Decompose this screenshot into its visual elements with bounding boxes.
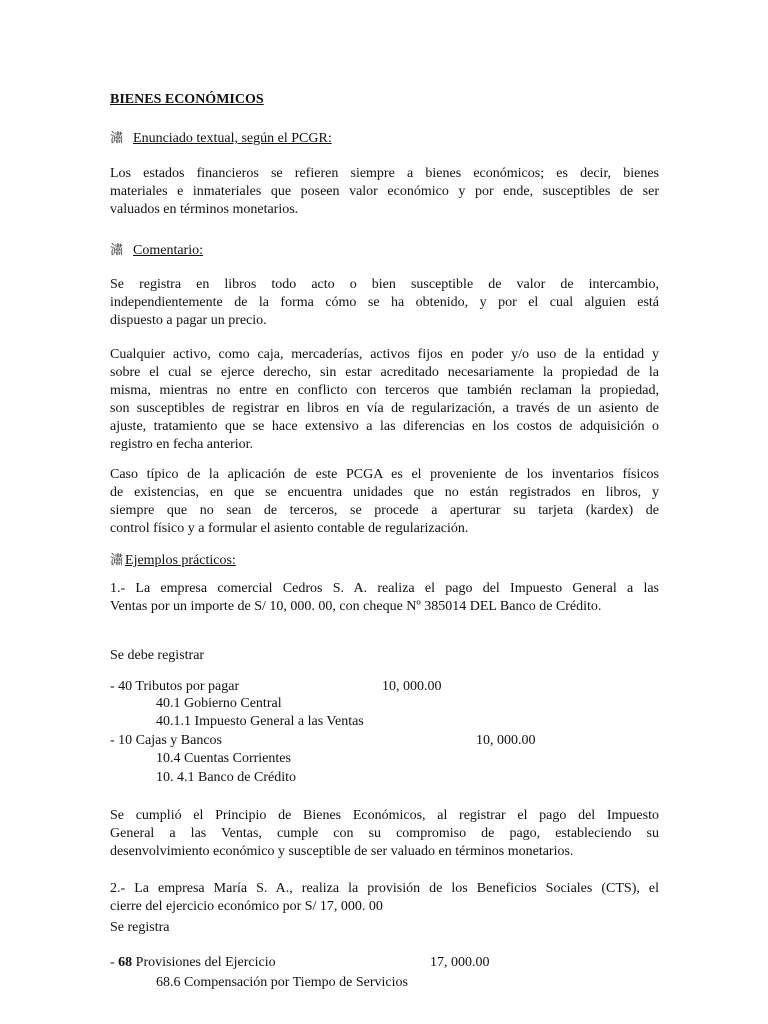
credit-account: - 10 Cajas y Bancos [110,733,222,748]
paragraph-line: 2.- La empresa María S. A., realiza la provisión de los Beneficios Sociales (CTS), el [110,881,659,896]
paragraph-line: Los estados financieros se refieren siempre a bienes económicos; es decir, bienes [110,166,659,181]
paragraph-line: desenvolvimiento económico y susceptible de ser valuado en términos monetarios. [110,844,574,859]
debit-amount: 10, 000.00 [382,679,442,694]
paragraph-line: Ventas por un importe de S/ 10, 000. 00, con cheque Nº 385014 DEL Banco de Crédito. [110,599,602,614]
paragraph-line: cierre del ejercicio económico por S/ 17, 000. 00 [110,899,383,914]
paragraph-line: valuados en términos monetarios. [110,202,299,217]
comentario-paragraph-3 [110,466,659,538]
paragraph-line: son susceptibles de registrar en libros en vía de regularización, a través de un asiento de [110,401,659,416]
debit-subaccount: 40.1.1 Impuesto General a las Ventas [156,714,364,729]
example-2-instruction: Se registra [110,920,170,935]
ejemplos-label: Ejemplos prácticos: [125,553,236,568]
paragraph-line: Se registra en libros todo acto o bien susceptible de valor de intercambio, [110,277,659,292]
debit-account [110,955,276,971]
credit-amount: 10, 000.00 [476,733,536,748]
paragraph-line: Caso típico de la aplicación de este PCGA es el proveniente de los inventarios físicos [110,467,659,482]
debit-prefix: - [110,955,119,970]
paragraph-line: registro en fecha anterior. [110,437,254,452]
paragraph-line: independientemente de la forma cómo se ha obtenido, y por el cual alguien está [110,295,659,310]
paragraph-line: ajuste, tratamiento que se hace extensivo a las diferencias en los costos de adquisición o [110,419,659,434]
example-1-statement [110,580,659,616]
enunciado-paragraph [110,165,659,219]
ejemplos-heading [110,549,236,569]
paragraph-line: control físico y a formular el asiento contable de regularización. [110,521,469,536]
paragraph-line: sobre el cual se ejerce derecho, sin estar acreditado necesariamente la propiedad de la [110,365,659,380]
paragraph-line: dispuesto a pagar un precio. [110,313,267,328]
credit-subaccount: 10. 4.1 Banco de Crédito [156,770,296,785]
debit-account: - 40 Tributos por pagar [110,679,240,694]
paragraph-line: Cualquier activo, como caja, mercaderías, activos fijos en poder y/o uso de la entidad y [110,347,659,362]
bullet-icon: 潚 [110,131,124,146]
example-1-instruction: Se debe registrar [110,648,205,663]
enunciado-heading [110,127,332,147]
debit-amount: 17, 000.00 [430,955,490,970]
account-code: 68 [118,955,133,970]
paragraph-line: de existencias, en que se encuentra unidades que no están registrados en libros, y [110,485,659,500]
example-1-conclusion [110,807,659,861]
comentario-paragraph-2 [110,346,659,454]
comentario-paragraph-1 [110,276,659,330]
document-title: BIENES ECONÓMICOS [110,92,264,107]
credit-subaccount: 10.4 Cuentas Corrientes [156,751,291,766]
paragraph-line: siempre que no sean de terceros, se procede a aperturar su tarjeta (kardex) de [110,503,659,518]
enunciado-label: Enunciado textual, según el PCGR: [133,131,332,146]
example-2-statement [110,880,659,916]
paragraph-line: 1.- La empresa comercial Cedros S. A. realiza el pago del Impuesto General a las [110,581,659,596]
account-name: Provisiones del Ejercicio [132,955,276,970]
paragraph-line: Se cumplió el Principio de Bienes Económicos, al registrar el pago del Impuesto [110,808,659,823]
bullet-icon: 潚 [110,243,124,258]
debit-subaccount: 40.1 Gobierno Central [156,696,282,711]
paragraph-line: General a las Ventas, cumple con su compromiso de pago, estableciendo su [110,826,659,841]
comentario-heading [110,239,203,259]
bullet-icon: 潚 [110,553,124,568]
debit-subaccount: 68.6 Compensación por Tiempo de Servicios [156,975,408,990]
comentario-label: Comentario: [133,243,204,258]
paragraph-line: materiales e inmateriales que poseen valor económico y por ende, susceptibles de ser [110,184,659,199]
paragraph-line: misma, mientras no entre en conflicto con terceros que también reclaman la propiedad, [110,383,659,398]
